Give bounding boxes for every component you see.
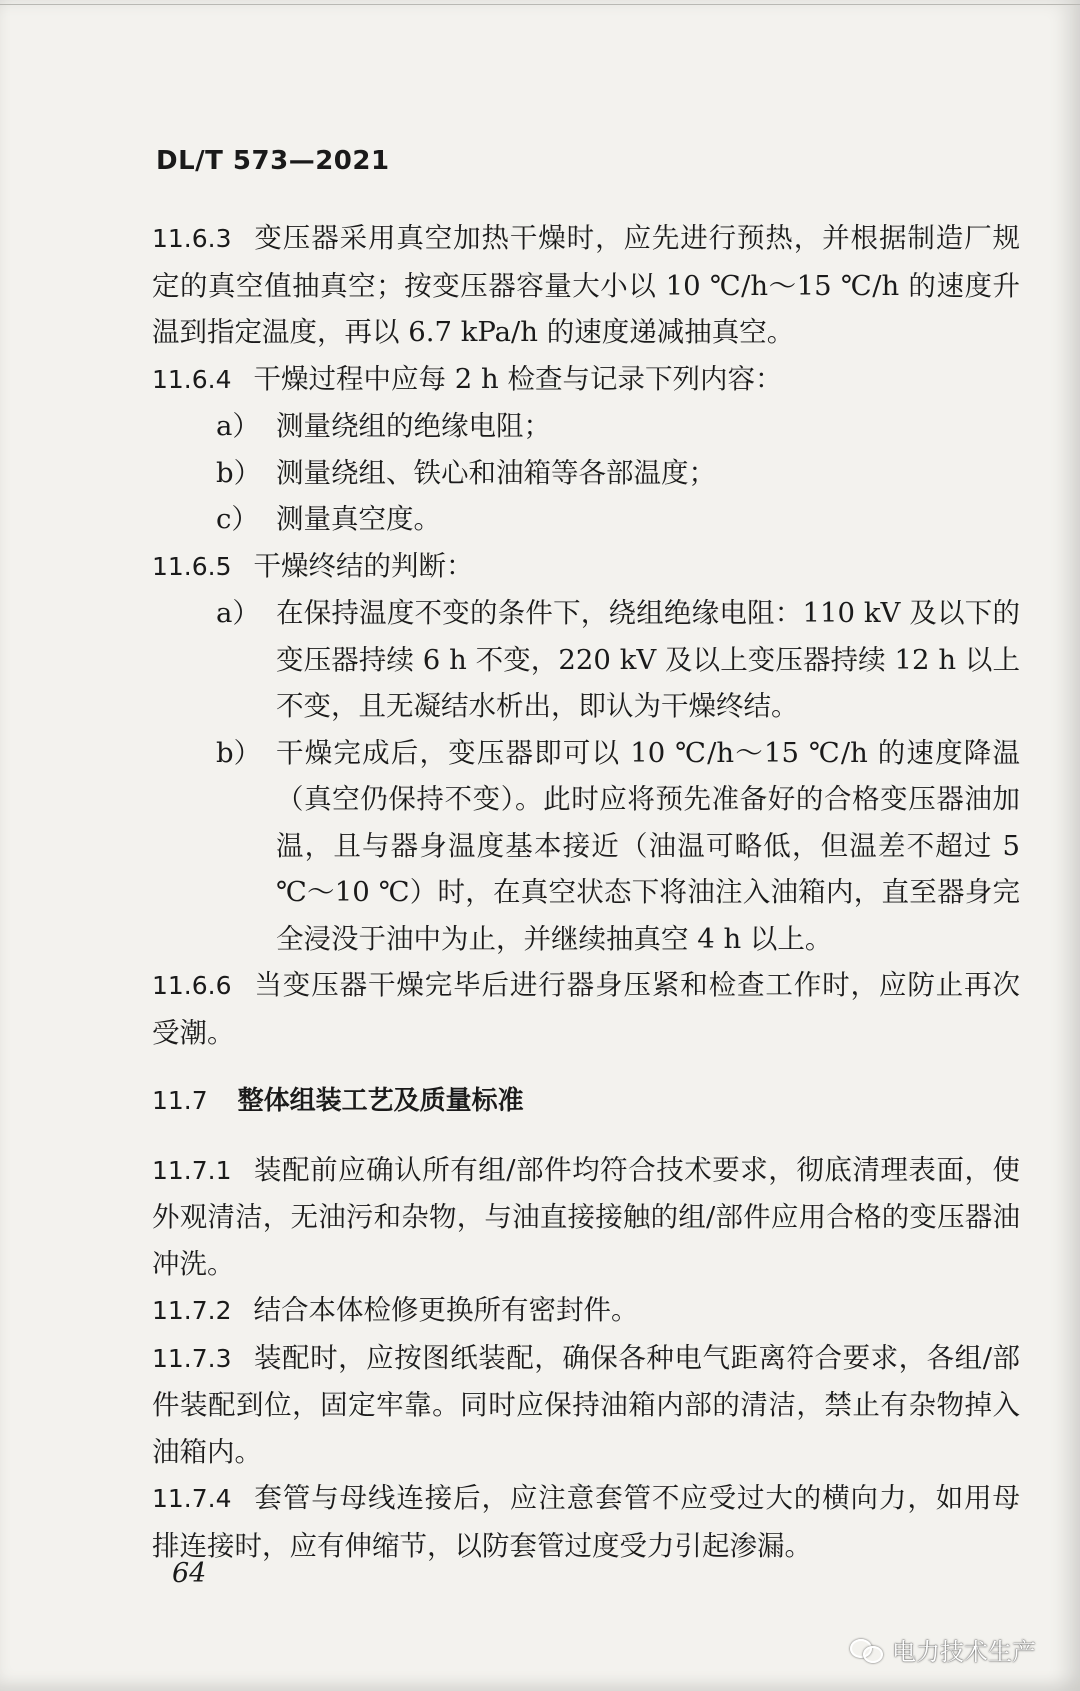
clause-11-6-5	[152, 543, 1020, 591]
list-item-text: 在保持温度不变的条件下，绕组绝缘电阻：110 kV 及以下的变压器持续 6 h 不变，220 kV 及以上变压器持续 12 h 以上不变，且无凝结水析出，即认为干燥终结。	[276, 597, 1020, 722]
clause-text: 干燥终结的判断：	[253, 549, 474, 582]
list-item-label: b）	[216, 736, 262, 769]
clause-11-6-3	[152, 215, 1020, 356]
list-item	[216, 450, 1020, 497]
watermark	[850, 1632, 1036, 1667]
clause-number: 11.6.5	[152, 551, 232, 581]
clause-11-7-3	[152, 1335, 1020, 1476]
clause-number: 11.7.2	[152, 1296, 232, 1325]
section-number: 11.7	[152, 1086, 208, 1115]
list-item	[216, 590, 1020, 730]
list-item-text: 测量绕组的绝缘电阻；	[276, 410, 551, 442]
clause-text: 结合本体检修更换所有密封件。	[253, 1294, 639, 1326]
clause-text: 装配时，应按图纸装配，确保各种电气距离符合要求，各组/部件装配到位，固定牢靠。同时应保持油箱内部的清洁，禁止有杂物掉入油箱内。	[152, 1341, 1020, 1468]
clause-number: 11.7.3	[152, 1343, 232, 1373]
clause-number: 11.7.4	[152, 1484, 232, 1513]
list-item-text: 测量绕组、铁心和油箱等各部温度；	[276, 456, 716, 489]
list-item-label: a）	[216, 410, 260, 442]
list-item	[216, 403, 1020, 450]
clause-11-6-6	[152, 962, 1020, 1056]
standard-number: DL/T 573—2021	[156, 146, 390, 176]
top-rule	[0, 4, 1080, 5]
section-heading	[152, 1078, 1020, 1125]
clause-number: 11.6.6	[152, 971, 232, 1000]
clause-11-6-4	[152, 356, 1020, 404]
list-item-label: a）	[216, 597, 260, 629]
wechat-icon	[850, 1637, 884, 1663]
clause-text: 套管与母线连接后，应注意套管不应受过大的横向力，如用母排连接时，应有伸缩节，以防套管过度受力引起渗漏。	[152, 1482, 1020, 1562]
clause-number: 11.7.1	[152, 1155, 232, 1185]
clause-11-7-4	[152, 1475, 1020, 1569]
clause-text: 装配前应确认所有组/部件均符合技术要求，彻底清理表面，使外观清洁，无油污和杂物，与油直接接触的组/部件应用合格的变压器油冲洗。	[152, 1153, 1020, 1280]
list-item	[216, 496, 1020, 543]
page-number: 64	[172, 1558, 207, 1589]
document-body	[152, 215, 1020, 1569]
watermark-text: 电力技术生产	[892, 1638, 1036, 1666]
clause-text: 变压器采用真空加热干燥时，应先进行预热，并根据制造厂规定的真空值抽真空；按变压器容量大小以 10 ℃/h～15 ℃/h 的速度升温到指定温度，再以 6.7 kPa/h 的速度递减抽真空。	[152, 222, 1020, 348]
clause-11-6-4-list	[216, 403, 1020, 543]
list-item-text: 干燥完成后，变压器即可以 10 ℃/h～15 ℃/h 的速度降温（真空仍保持不变）。此时应将预先准备好的合格变压器油加温，且与器身温度基本接近（油温可略低，但温差不超过 5 ℃～10 ℃）时，在真空状态下将油注入油箱内，直至器身完全浸没于油中为止，并继续抽真空 4 h 以上。	[276, 736, 1020, 955]
clause-number: 11.6.4	[152, 364, 232, 394]
clause-11-7-2	[152, 1287, 1020, 1335]
clause-11-7-1	[152, 1147, 1020, 1288]
list-item-text: 测量真空度。	[276, 503, 441, 535]
clause-number: 11.6.3	[152, 224, 232, 253]
section-title: 整体组装工艺及质量标准	[237, 1086, 524, 1116]
list-item-label: b）	[216, 456, 262, 489]
clause-text: 当变压器干燥完毕后进行器身压紧和检查工作时，应防止再次受潮。	[152, 969, 1020, 1049]
list-item-label: c）	[216, 503, 259, 535]
clause-11-6-5-list	[216, 590, 1020, 962]
clause-text: 干燥过程中应每 2 h 检查与记录下列内容：	[253, 362, 783, 395]
list-item	[216, 730, 1020, 963]
